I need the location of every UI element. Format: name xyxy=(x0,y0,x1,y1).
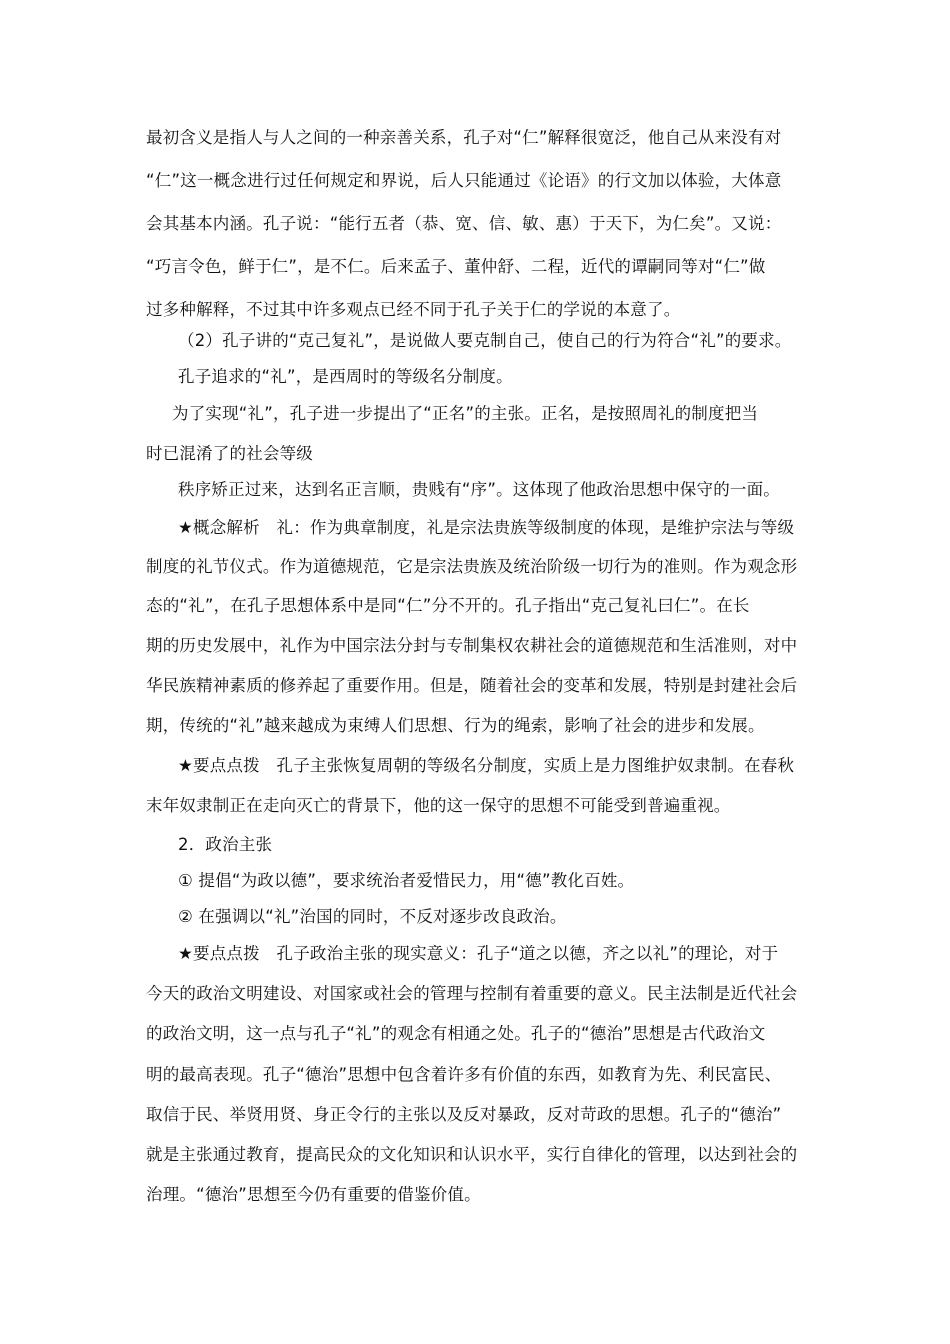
paragraph-line: 制度的礼节仪式。作为道德规范，它是宗法贵族及统治阶级一切行为的准则。作为观念形 xyxy=(146,557,798,576)
paragraph-line: 态的“礼”，在孔子思想体系中是同“仁”分不开的。孔子指出“克己复礼曰仁”。在长 xyxy=(146,596,750,615)
paragraph-line: 治理。“德治”思想至今仍有重要的借鉴价值。 xyxy=(146,1185,481,1204)
paragraph-line: 时已混淆了的社会等级 xyxy=(146,444,313,463)
paragraph-line: 最初含义是指人与人之间的一种亲善关系，孔子对“仁”解释很宽泛，他自己从来没有对 xyxy=(146,128,782,147)
paragraph-line: 末年奴隶制正在走向灭亡的背景下，他的这一保守的思想不可能受到普遍重视。 xyxy=(146,796,731,815)
paragraph-line: “仁”这一概念进行过任何规定和界说，后人只能通过《论语》的行文加以体验，大体意 xyxy=(146,171,782,190)
paragraph-line: 取信于民、举贤用贤、身正令行的主张以及反对暴政，反对苛政的思想。孔子的“德治” xyxy=(146,1105,782,1124)
paragraph-line: ★要点点拨 孔子主张恢复周朝的等级名分制度，实质上是力图维护奴隶制。在春秋 xyxy=(178,756,795,775)
paragraph-line: ★概念解析 礼：作为典章制度，礼是宗法贵族等级制度的体现，是维护宗法与等级 xyxy=(178,518,795,537)
paragraph-line: 秩序矫正过来，达到名正言顺，贵贱有“序”。这体现了他政治思想中保守的一面。 xyxy=(178,480,780,499)
paragraph-line: 孔子追求的“礼”，是西周时的等级名分制度。 xyxy=(178,367,513,386)
section-heading: 2．政治主张 xyxy=(178,835,273,854)
paragraph-line: 就是主张通过教育，提高民众的文化知识和认识水平，实行自律化的管理，以达到社会的 xyxy=(146,1145,798,1164)
paragraph-line: 期的历史发展中，礼作为中国宗法分封与专制集权农耕社会的道德规范和生活准则，对中 xyxy=(146,636,798,655)
paragraph-line: ★要点点拨 孔子政治主张的现实意义：孔子“道之以德，齐之以礼”的理论，对于 xyxy=(178,944,779,963)
list-item: ② 在强调以“礼”治国的同时，不反对逐步改良政治。 xyxy=(178,907,567,926)
paragraph-line: 华民族精神素质的修养起了重要作用。但是，随着社会的变革和发展，特别是封建社会后 xyxy=(146,676,798,695)
paragraph-line: 的政治文明，这一点与孔子“礼”的观念有相通之处。孔子的“德治”思想是古代政治文 xyxy=(146,1024,766,1043)
paragraph-line: 今天的政治文明建设、对国家或社会的管理与控制有着重要的意义。民主法制是近代社会 xyxy=(146,984,798,1003)
paragraph-line: 过多种解释，不过其中许多观点已经不同于孔子关于仁的学说的本意了。 xyxy=(146,300,681,319)
list-item: ① 提倡“为政以德”，要求统治者爱惜民力，用“德”教化百姓。 xyxy=(178,871,635,890)
paragraph-line: 会其基本内涵。孔子说：“能行五者（恭、宽、信、敏、惠）于天下，为仁矣”。又说： xyxy=(146,214,782,233)
paragraph-line: 为了实现“礼”，孔子进一步提出了“正名”的主张。正名，是按照周礼的制度把当 xyxy=(172,404,759,423)
paragraph-line: （2）孔子讲的“克己复礼”，是说做人要克制自己，使自己的行为符合“礼”的要求。 xyxy=(178,331,792,350)
paragraph-line: 期，传统的“礼”越来越成为束缚人们思想、行为的绳索，影响了社会的进步和发展。 xyxy=(146,716,765,735)
paragraph-line: 明的最高表现。孔子“德治”思想中包含着许多有价值的东西，如教育为先、利民富民、 xyxy=(146,1065,782,1084)
paragraph-line: “巧言令色，鲜于仁”，是不仁。后来孟子、董仲舒、二程，近代的谭嗣同等对“仁”做 xyxy=(146,257,766,276)
